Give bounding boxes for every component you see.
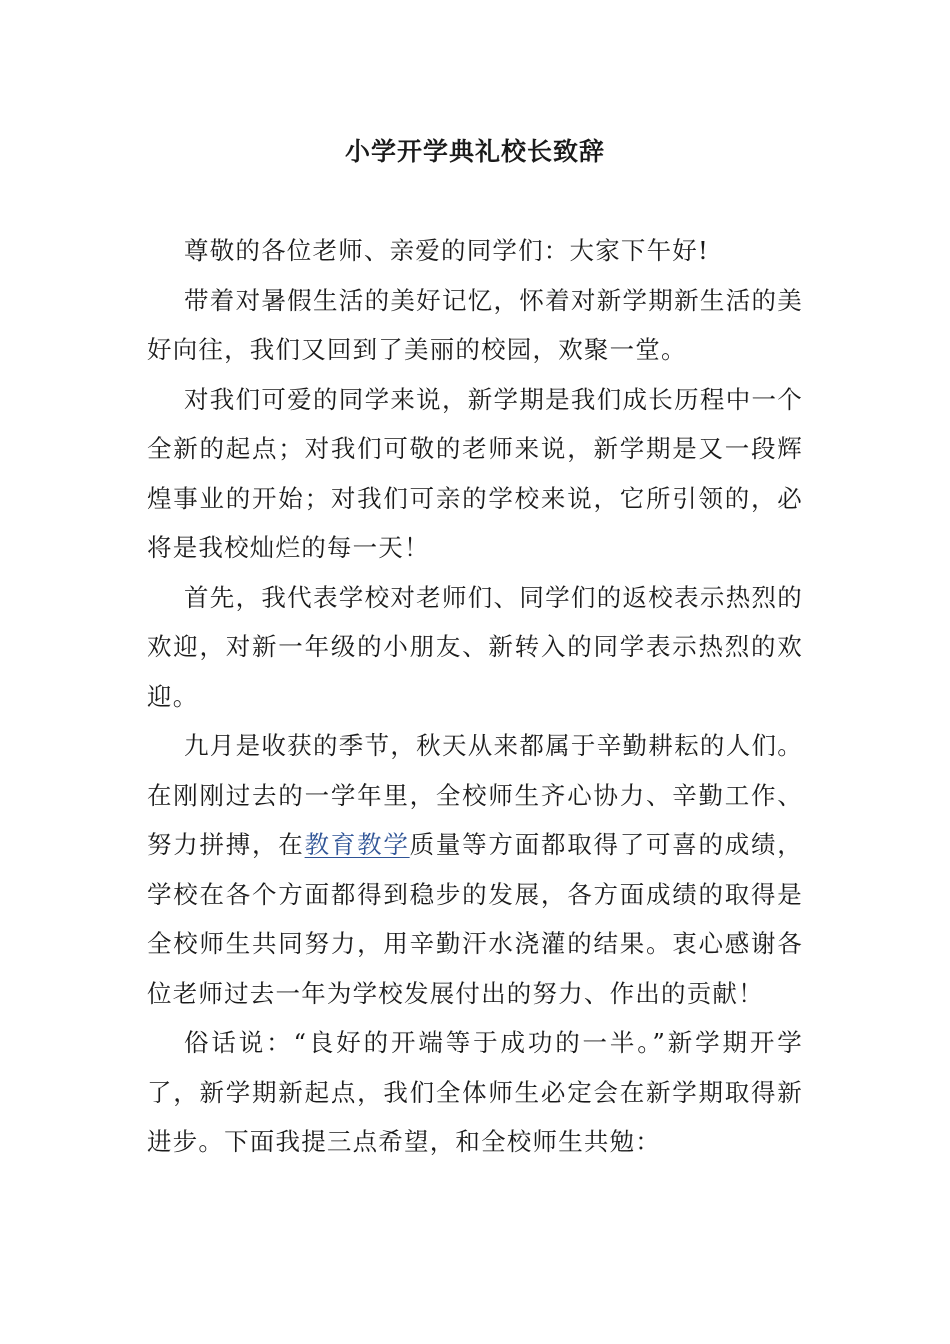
greeting-paragraph: 尊敬的各位老师、亲爱的同学们：大家下午好!	[184, 236, 710, 265]
paragraph-welcome: 首先，我代表学校对老师们、同学们的返校表示热烈的欢迎，对新一年级的小朋友、新转入的同学表示热烈的欢迎。	[147, 582, 803, 711]
paragraph-return-to-campus: 带着对暑假生活的美好记忆，怀着对新学期新生活的美好向往，我们又回到了美丽的校园，欢聚一堂。	[147, 285, 803, 364]
document-body	[147, 226, 803, 1167]
paragraph-proverb: 俗话说：“良好的开端等于成功的一半。”新学期开学了，新学期新起点，我们全体师生必定会在新学期取得新进步。下面我提三点希望，和全校师生共勉：	[147, 1028, 803, 1156]
document-title: 小学开学典礼校长致辞	[344, 137, 605, 166]
achievements-text-after-link: 质量等方面都取得了可喜的成绩，学校在各个方面都得到稳步的发展，各方面成绩的取得是全校师生共同努力，用辛勤汗水浇灌的结果。衷心感谢各位老师过去一年为学校发展付出的努力、作出的贡献！	[147, 830, 804, 1008]
paragraph-new-semester: 对我们可爱的同学来说，新学期是我们成长历程中一个全新的起点；对我们可敬的老师来说，新学期是又一段辉煌事业的开始；对我们可亲的学校来说，它所引领的，必将是我校灿烂的每一天！	[147, 384, 803, 562]
paragraph-achievements	[147, 721, 803, 1018]
achievements-text-before-link: 九月是收获的季节，秋天从来都属于辛勤耕耘的人们。在刚刚过去的一学年里，全校师生齐心协力、辛勤工作、努力拼搏，在	[147, 731, 803, 859]
education-teaching-link[interactable]: 教育教学	[304, 830, 410, 859]
